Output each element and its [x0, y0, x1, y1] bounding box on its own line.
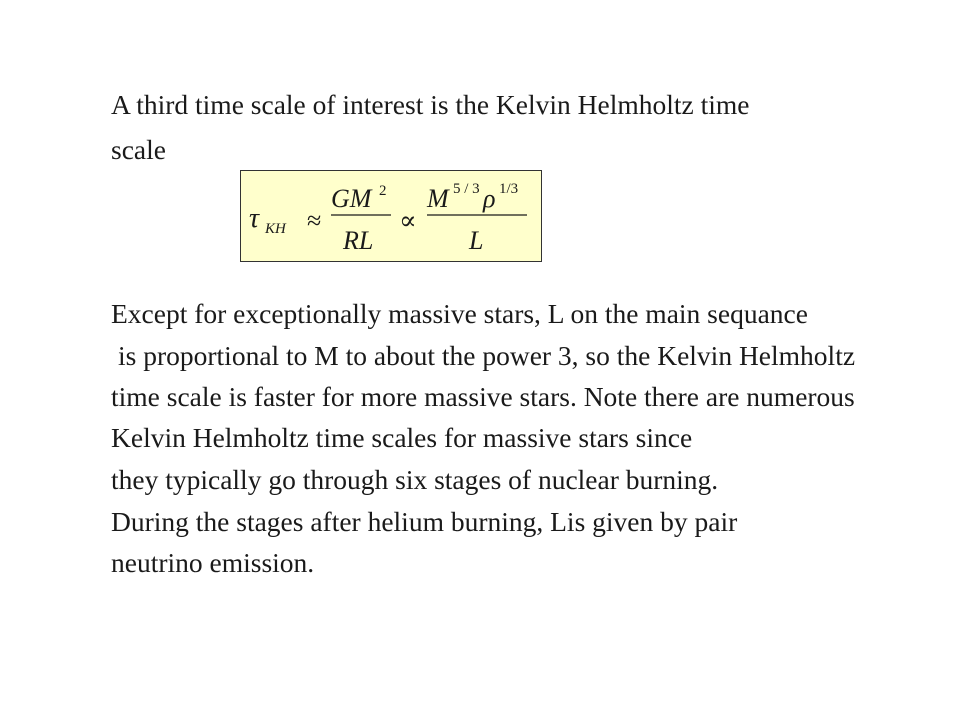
intro-line-2: scale — [111, 134, 166, 165]
formula-frac1-numerator: GM — [331, 184, 372, 213]
paragraph-line-7: neutrino emission. — [111, 547, 315, 578]
formula-frac1-denominator: RL — [343, 226, 374, 255]
formula-svg — [241, 171, 543, 263]
intro-line-1: A third time scale of interest is the Kelvin Helmholtz time — [111, 89, 750, 120]
kelvin-helmholtz-formula-box — [240, 170, 542, 262]
formula-proportional: ∝ — [399, 206, 417, 235]
formula-frac2-denominator: L — [469, 226, 484, 255]
formula-tau: τ — [249, 203, 260, 234]
paragraph-line-3: time scale is faster for more massive stars. Note there are numerous — [111, 381, 855, 412]
formula-frac2-mass: M — [427, 184, 449, 213]
formula-frac2-rho: ρ — [483, 184, 496, 213]
formula-frac2-mass-exponent: 5 / 3 — [453, 181, 480, 197]
paragraph-line-6: During the stages after helium burning, Lis given by pair — [111, 506, 738, 537]
formula-frac1-exponent: 2 — [379, 183, 387, 199]
formula-frac2-rho-exponent: 1/3 — [499, 181, 519, 197]
paragraph-line-5: they typically go through six stages of nuclear burning. — [111, 464, 719, 495]
formula-tau-subscript: KH — [265, 221, 286, 237]
formula-approx: ≈ — [307, 206, 322, 235]
paragraph-line-1: Except for exceptionally massive stars, L on the main sequance — [111, 298, 808, 329]
paragraph-line-2: is proportional to M to about the power 3, so the Kelvin Helmholtz — [118, 340, 856, 371]
paragraph-line-4: Kelvin Helmholtz time scales for massive stars since — [111, 422, 693, 453]
